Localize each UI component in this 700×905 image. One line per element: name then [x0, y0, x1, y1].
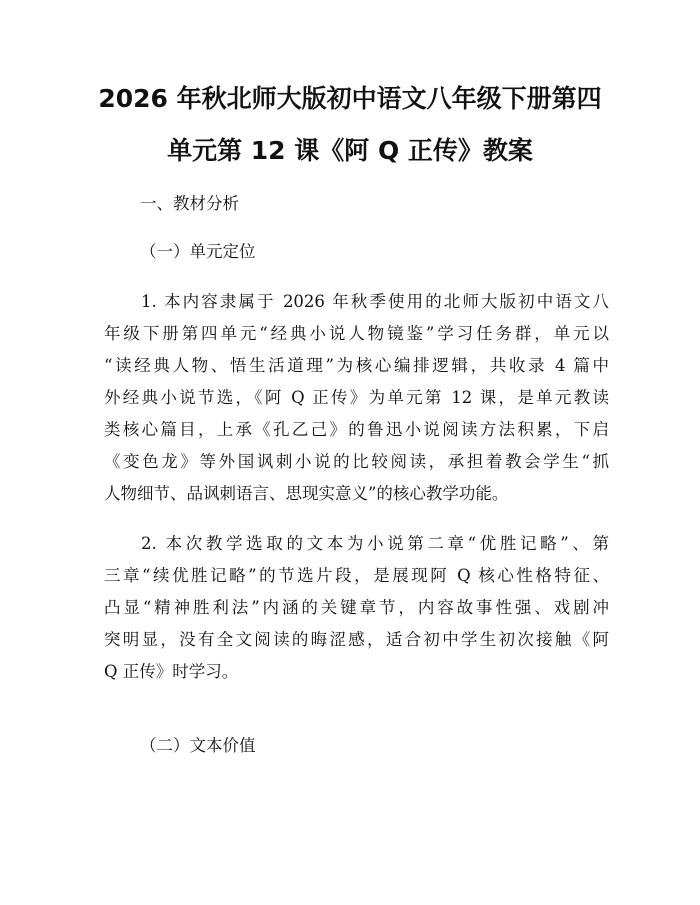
section-heading-textbook-analysis: 一、教材分析	[140, 194, 239, 213]
paragraph-1-line: 1. 本内容隶属于 2026 年秋季使用的北师大版初中语文八	[141, 292, 609, 311]
paragraph-1-line: “读经典人物、悟生活道理”为核心编排逻辑，共收录 4 篇中	[104, 356, 609, 375]
paragraph-1-line: 外经典小说节选，《阿 Q 正传》为单元第 12 课，是单元教读	[104, 388, 609, 407]
paragraph-1	[104, 286, 609, 510]
paragraph-2-line: 突明显，没有全文阅读的晦涩感，适合初中学生初次接触《阿	[104, 630, 609, 649]
paragraph-2-line: 三章“续优胜记略”的节选片段，是展现阿 Q 核心性格特征、	[104, 566, 609, 585]
paragraph-2	[104, 528, 609, 688]
document-title-line-1: 2026 年秋北师大版初中语文八年级下册第四	[98, 84, 602, 113]
subsection-heading-text-value: （二）文本价值	[140, 736, 256, 755]
document-title-line-2: 单元第 12 课《阿 Q 正传》教案	[167, 136, 533, 165]
paragraph-1-line: 类核心篇目，上承《孔乙己》的鲁迅小说阅读方法积累，下启	[104, 420, 609, 439]
paragraph-2-line: 凸显“精神胜利法”内涵的关键章节，内容故事性强、戏剧冲	[104, 598, 609, 617]
subsection-heading-unit-positioning: （一）单元定位	[140, 242, 256, 261]
paragraph-1-line: 人物细节、品讽刺语言、思现实意义”的核心教学功能。	[104, 484, 509, 503]
paragraph-1-line: 《变色龙》等外国讽刺小说的比较阅读，承担着教会学生“抓	[104, 452, 609, 471]
paragraph-1-line: 年级下册第四单元“经典小说人物镜鉴”学习任务群，单元以	[104, 324, 609, 343]
paragraph-2-line: 2. 本次教学选取的文本为小说第二章“优胜记略”、第	[141, 534, 609, 553]
paragraph-2-line: Q 正传》时学习。	[104, 662, 239, 681]
